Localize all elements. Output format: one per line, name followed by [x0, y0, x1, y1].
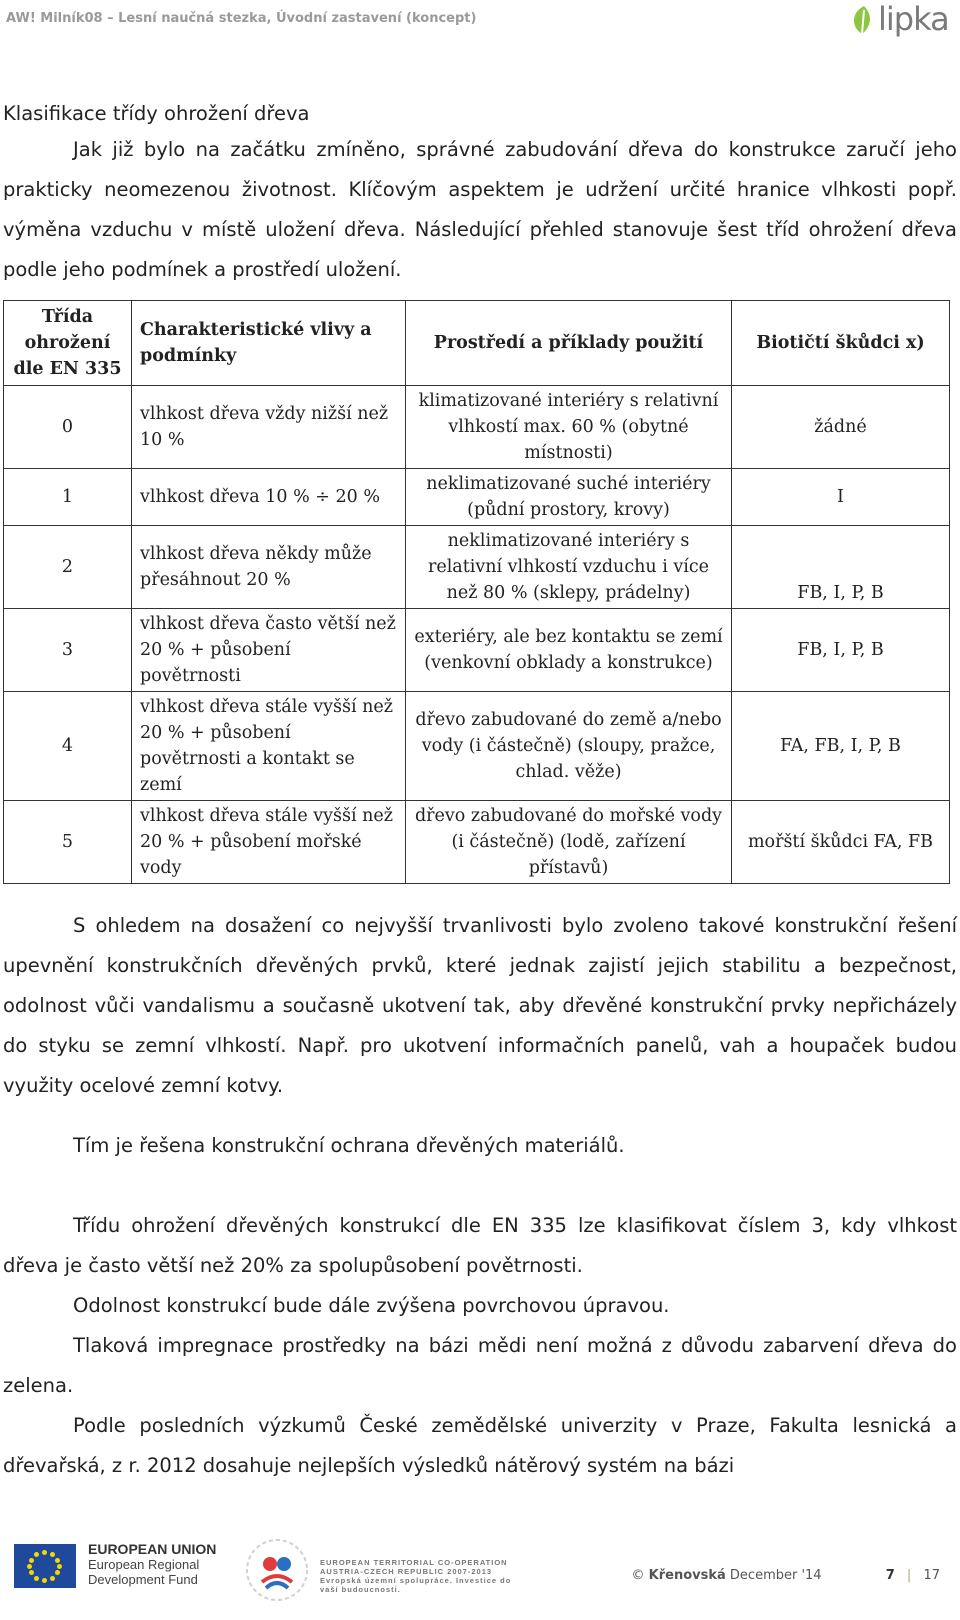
cell-pests: FA, FB, I, P, B [732, 692, 950, 801]
cell-class: 4 [4, 692, 132, 801]
footer-date: December '14 [729, 1568, 822, 1583]
etc-label-line3: Evropská územní spolupráce. Investice do vaší budoucnosti. [320, 1576, 512, 1594]
etc-label-line1: EUROPEAN TERRITORIAL CO-OPERATION [320, 1558, 508, 1567]
cell-environment: neklimatizované interiéry s relativní vlhkostí vzduchu i více než 80 % (sklepy, prádelny) [406, 526, 732, 609]
cell-environment: neklimatizované suché interiéry (půdní prostory, krovy) [406, 469, 732, 526]
paragraph-surface-treatment: Odolnost konstrukcí bude dále zvýšena povrchovou úpravou. [73, 1294, 670, 1317]
lipka-logo [848, 2, 948, 42]
cell-class: 0 [4, 386, 132, 469]
cell-conditions: vlhkost dřeva někdy může přesáhnout 20 % [132, 526, 406, 609]
cell-class: 3 [4, 609, 132, 692]
header-class: Třída ohrožení dle EN 335 [4, 301, 132, 386]
cell-conditions: vlhkost dřeva stále vyšší než 20 % + působení mořské vody [132, 801, 406, 884]
table-row [4, 469, 950, 526]
table-row [4, 692, 950, 801]
header-conditions: Charakteristické vlivy a podmínky [132, 301, 406, 386]
paragraph-classification: Třídu ohrožení dřevěných konstrukcí dle EN 335 lze klasifikovat číslem 3, kdy vlhkost dřeva je často větší než 20% za spolupůsobení povětrnosti. [3, 1214, 957, 1277]
cell-conditions: vlhkost dřeva stále vyšší než 20 % + působení povětrnosti a kontakt se zemí [132, 692, 406, 801]
eu-label-line1: EUROPEAN UNION [88, 1541, 217, 1557]
cell-class: 2 [4, 526, 132, 609]
page-footer [0, 1530, 960, 1620]
footer-author: Křenovská [648, 1568, 726, 1583]
section-heading: Klasifikace třídy ohrožení dřeva [3, 102, 310, 125]
eu-fund-label [88, 1542, 218, 1587]
paragraph-protection: Tím je řešena konstrukční ochrana dřevěných materiálů. [73, 1134, 625, 1157]
cell-environment: dřevo zabudované do mořské vody (i částečně) (lodě, zařízení přístavů) [406, 801, 732, 884]
cell-environment: dřevo zabudované do země a/nebo vody (i částečně) (sloupy, pražce, chlad. věže) [406, 692, 732, 801]
cell-pests: FB, I, P, B [732, 526, 950, 609]
page-separator: | [906, 1568, 912, 1583]
copyright-symbol: © [631, 1568, 645, 1583]
eu-flag-icon [14, 1544, 76, 1588]
footer-meta [632, 1568, 940, 1583]
paragraph-impregnation: Tlaková impregnace prostředky na bázi mědi není možná z důvodu zabarvení dřeva do zelena. [3, 1334, 957, 1397]
page-number: 7 [885, 1568, 895, 1583]
cell-pests: žádné [732, 386, 950, 469]
cell-conditions: vlhkost dřeva 10 % ÷ 20 % [132, 469, 406, 526]
eu-label-line2: European Regional [88, 1557, 200, 1572]
table-row [4, 801, 950, 884]
cell-conditions: vlhkost dřeva vždy nižší než 10 % [132, 386, 406, 469]
cell-class: 5 [4, 801, 132, 884]
paragraph-research: Podle posledních výzkumů České zemědělské univerzity v Praze, Fakulta lesnická a dřevařská, z r. 2012 dosahuje nejlepších výsledků nátěrový systém na bázi [3, 1414, 957, 1477]
header-pests: Biotičtí škůdci x) [732, 301, 950, 386]
paragraph-durability: S ohledem na dosažení co nejvyšší trvanlivosti bylo zvoleno takové konstrukční řešení upevnění konstrukčních dřevěných prvků, které jednak zajistí jejich stabilitu a bezpečnost, odolnost vůči vandalismu a současně ukotvení tak, aby dřevěné konstrukční prvky nepřicházely do styku se zemní vlhkostí. Např. pro ukotvení informačních panelů, vah a houpaček budou využity ocelové zemní kotvy. [3, 914, 957, 1097]
etc-label-line2: AUSTRIA-CZECH REPUBLIC 2007-2013 [320, 1567, 493, 1576]
intro-paragraph: Jak již bylo na začátku zmíněno, správné zabudování dřeva do konstrukce zaručí jeho prakticky neomezenou životnost. Klíčovým aspektem je udržení určité hranice vlhkosti popř. výměna vzduchu v místě uložení dřeva. Následující přehled stanovuje šest tříd ohrožení dřeva podle jeho podmínek a prostředí uložení. [3, 138, 957, 281]
document-header-title: AW! Milník08 – Lesní naučná stezka, Úvodní zastavení (koncept) [6, 11, 477, 26]
table-row [4, 526, 950, 609]
cell-class: 1 [4, 469, 132, 526]
cell-environment: exteriéry, ale bez kontaktu se zemí (venkovní obklady a konstrukce) [406, 609, 732, 692]
eu-label-line3: Development Fund [88, 1572, 198, 1587]
cell-pests: I [732, 469, 950, 526]
threat-class-table [3, 300, 950, 884]
leaf-icon [848, 4, 880, 40]
table-row [4, 609, 950, 692]
cell-environment: klimatizované interiéry s relativní vlhkostí max. 60 % (obytné místnosti) [406, 386, 732, 469]
cell-conditions: vlhkost dřeva často větší než 20 % + působení povětrnosti [132, 609, 406, 692]
header-environment: Prostředí a příklady použití [406, 301, 732, 386]
cz-at-cooperation-logo [240, 1530, 314, 1606]
cell-pests: mořští škůdci FA, FB [732, 801, 950, 884]
logo-wordmark: lipka [878, 0, 949, 38]
etc-program-label [320, 1558, 530, 1594]
table-header-row [4, 301, 950, 386]
page-total: 17 [923, 1568, 940, 1583]
table-row [4, 386, 950, 469]
cell-pests: FB, I, P, B [732, 609, 950, 692]
